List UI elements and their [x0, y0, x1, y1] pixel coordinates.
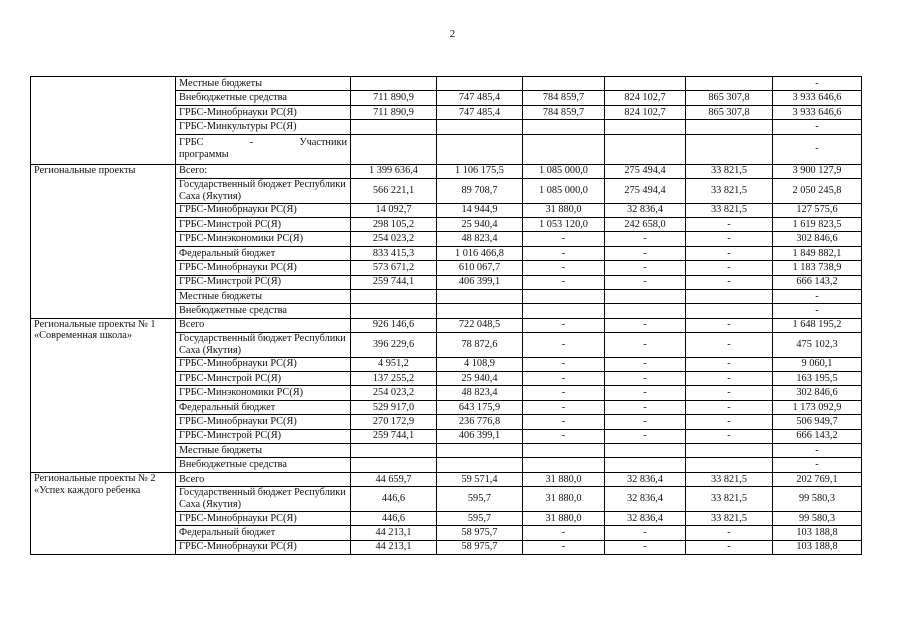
value-cell: 48 823,4 [437, 232, 523, 246]
value-cell: - [605, 400, 686, 414]
value-cell: 3 933 646,6 [773, 91, 862, 105]
value-cell [686, 134, 773, 164]
row-label: ГРБС-Минстрой РС(Я) [176, 275, 351, 289]
section-title: Региональные проекты № 2 «Успех каждого ребенка [31, 472, 176, 554]
value-cell [686, 289, 773, 303]
row-label: ГРБС-Минстрой РС(Я) [176, 372, 351, 386]
budget-table [30, 76, 862, 555]
page-number: 2 [449, 28, 456, 40]
value-cell: 1 085 000,0 [523, 164, 605, 178]
row-label: ГРБС-Минобрнауки РС(Я) [176, 203, 351, 217]
value-cell: 103 188,8 [773, 540, 862, 554]
value-cell: - [523, 415, 605, 429]
value-cell: - [686, 275, 773, 289]
value-cell: 89 708,7 [437, 178, 523, 203]
value-cell: - [605, 429, 686, 443]
value-cell [437, 444, 523, 458]
value-cell: 99 580,3 [773, 511, 862, 525]
value-cell: - [686, 400, 773, 414]
value-cell [523, 77, 605, 91]
value-cell [686, 304, 773, 318]
value-cell: 78 872,6 [437, 333, 523, 358]
table-row [31, 164, 862, 178]
value-cell: 711 890,9 [351, 91, 437, 105]
value-cell: 566 221,1 [351, 178, 437, 203]
value-cell [686, 458, 773, 472]
value-cell: 824 102,7 [605, 91, 686, 105]
value-cell: 163 195,5 [773, 372, 862, 386]
value-cell [686, 77, 773, 91]
value-cell: 9 060,1 [773, 357, 862, 371]
value-cell: 254 023,2 [351, 386, 437, 400]
value-cell: 595,7 [437, 511, 523, 525]
value-cell: 242 658,0 [605, 217, 686, 231]
value-cell: 33 821,5 [686, 511, 773, 525]
row-label: Местные бюджеты [176, 77, 351, 91]
row-label: ГРБС-Минобрнауки РС(Я) [176, 540, 351, 554]
value-cell: 747 485,4 [437, 105, 523, 119]
value-cell: 4 108,9 [437, 357, 523, 371]
row-label [176, 134, 351, 164]
value-cell: 824 102,7 [605, 105, 686, 119]
value-cell: 711 890,9 [351, 105, 437, 119]
value-cell [351, 77, 437, 91]
section-title: Региональные проекты [31, 164, 176, 318]
value-cell: - [523, 246, 605, 260]
value-cell [605, 444, 686, 458]
value-cell: - [686, 540, 773, 554]
value-cell: 33 821,5 [686, 164, 773, 178]
value-cell [523, 304, 605, 318]
value-cell: 25 940,4 [437, 217, 523, 231]
value-cell: - [523, 372, 605, 386]
value-cell: - [523, 400, 605, 414]
value-cell: 259 744,1 [351, 275, 437, 289]
value-cell: - [605, 357, 686, 371]
value-cell: 926 146,6 [351, 318, 437, 332]
value-cell: - [523, 386, 605, 400]
value-cell: - [686, 415, 773, 429]
value-cell [351, 134, 437, 164]
row-label: ГРБС-Минобрнауки РС(Я) [176, 261, 351, 275]
value-cell: 58 975,7 [437, 526, 523, 540]
value-cell: - [686, 357, 773, 371]
row-label: Государственный бюджет Республики Саха (Якутия) [176, 333, 351, 358]
table-row [31, 318, 862, 332]
value-cell: 446,6 [351, 487, 437, 512]
value-cell [523, 120, 605, 134]
value-cell: 446,6 [351, 511, 437, 525]
value-cell: 865 307,8 [686, 91, 773, 105]
value-cell: 4 951,2 [351, 357, 437, 371]
row-label: Внебюджетные средства [176, 458, 351, 472]
row-label: Внебюджетные средства [176, 304, 351, 318]
value-cell [605, 458, 686, 472]
budget-table-body [31, 77, 862, 555]
value-cell: 14 092,7 [351, 203, 437, 217]
value-cell: 1 849 882,1 [773, 246, 862, 260]
value-cell [437, 304, 523, 318]
row-label: Местные бюджеты [176, 444, 351, 458]
value-cell: - [686, 526, 773, 540]
row-label: ГРБС-Минэкономики РС(Я) [176, 232, 351, 246]
value-cell: 666 143,2 [773, 275, 862, 289]
value-cell: 406 399,1 [437, 429, 523, 443]
value-cell [523, 289, 605, 303]
value-cell: 302 846,6 [773, 232, 862, 246]
row-label: ГРБС-Минобрнауки РС(Я) [176, 105, 351, 119]
value-cell: 643 175,9 [437, 400, 523, 414]
row-label: ГРБС-Минобрнауки РС(Я) [176, 357, 351, 371]
value-cell: - [686, 318, 773, 332]
value-cell: - [523, 429, 605, 443]
row-label: Федеральный бюджет [176, 400, 351, 414]
value-cell: 506 949,7 [773, 415, 862, 429]
row-label: Государственный бюджет Республики Саха (Якутия) [176, 487, 351, 512]
value-cell: 275 494,4 [605, 164, 686, 178]
value-cell: - [605, 526, 686, 540]
value-cell: - [605, 246, 686, 260]
value-cell: 396 229,6 [351, 333, 437, 358]
value-cell: - [605, 540, 686, 554]
value-cell: 3 900 127,9 [773, 164, 862, 178]
row-label: Всего: [176, 164, 351, 178]
value-cell: - [523, 261, 605, 275]
value-cell: - [523, 526, 605, 540]
value-cell: - [605, 275, 686, 289]
value-cell: - [686, 429, 773, 443]
value-cell: - [686, 246, 773, 260]
value-cell: - [686, 372, 773, 386]
value-cell: 475 102,3 [773, 333, 862, 358]
value-cell: 610 067,7 [437, 261, 523, 275]
value-cell: 31 880,0 [523, 511, 605, 525]
value-cell: - [523, 275, 605, 289]
value-cell: 275 494,4 [605, 178, 686, 203]
value-cell [437, 120, 523, 134]
value-cell: 33 821,5 [686, 178, 773, 203]
value-cell: 33 821,5 [686, 487, 773, 512]
row-label: ГРБС-Минкультуры РС(Я) [176, 120, 351, 134]
value-cell: - [605, 232, 686, 246]
row-label: Местные бюджеты [176, 289, 351, 303]
value-cell: 1 016 466,8 [437, 246, 523, 260]
table-row [31, 472, 862, 486]
row-label: ГРБС-Минстрой РС(Я) [176, 429, 351, 443]
value-cell [351, 444, 437, 458]
value-cell [351, 458, 437, 472]
value-cell [351, 289, 437, 303]
value-cell: - [773, 444, 862, 458]
value-cell [523, 134, 605, 164]
value-cell [686, 444, 773, 458]
value-cell: 573 671,2 [351, 261, 437, 275]
value-cell: 33 821,5 [686, 472, 773, 486]
value-cell: - [523, 232, 605, 246]
value-cell: 31 880,0 [523, 472, 605, 486]
row-label: Федеральный бюджет [176, 526, 351, 540]
row-label: Федеральный бюджет [176, 246, 351, 260]
value-cell: 3 933 646,6 [773, 105, 862, 119]
value-cell: 2 050 245,8 [773, 178, 862, 203]
value-cell: 127 575,6 [773, 203, 862, 217]
value-cell: 254 023,2 [351, 232, 437, 246]
section-title: Региональные проекты № 1 «Современная школа» [31, 318, 176, 472]
row-label: Государственный бюджет Республики Саха (Якутия) [176, 178, 351, 203]
value-cell: 298 105,2 [351, 217, 437, 231]
value-cell [437, 289, 523, 303]
value-cell: - [605, 386, 686, 400]
row-label: ГРБС-Минэкономики РС(Я) [176, 386, 351, 400]
value-cell: 259 744,1 [351, 429, 437, 443]
value-cell: 137 255,2 [351, 372, 437, 386]
value-cell: 14 944,9 [437, 203, 523, 217]
value-cell: - [523, 333, 605, 358]
value-cell: 32 836,4 [605, 511, 686, 525]
value-cell [605, 77, 686, 91]
value-cell: 1 619 823,5 [773, 217, 862, 231]
value-cell: - [605, 415, 686, 429]
value-cell: 666 143,2 [773, 429, 862, 443]
section-title [31, 77, 176, 165]
value-cell: 865 307,8 [686, 105, 773, 119]
row-label: ГРБС-Минстрой РС(Я) [176, 217, 351, 231]
value-cell: 25 940,4 [437, 372, 523, 386]
value-cell [351, 304, 437, 318]
value-cell: - [605, 318, 686, 332]
value-cell [605, 304, 686, 318]
value-cell: 784 859,7 [523, 105, 605, 119]
value-cell: - [773, 134, 862, 164]
value-cell: - [773, 304, 862, 318]
value-cell [523, 458, 605, 472]
value-cell: - [686, 232, 773, 246]
value-cell: - [686, 386, 773, 400]
value-cell: 44 659,7 [351, 472, 437, 486]
value-cell [605, 120, 686, 134]
value-cell [437, 77, 523, 91]
value-cell: 33 821,5 [686, 203, 773, 217]
value-cell [686, 120, 773, 134]
value-cell: 529 917,0 [351, 400, 437, 414]
value-cell: 1 106 175,5 [437, 164, 523, 178]
value-cell: - [605, 261, 686, 275]
value-cell: 1 085 000,0 [523, 178, 605, 203]
value-cell: 59 571,4 [437, 472, 523, 486]
value-cell: 32 836,4 [605, 487, 686, 512]
value-cell: 406 399,1 [437, 275, 523, 289]
value-cell: 32 836,4 [605, 472, 686, 486]
value-cell: - [605, 333, 686, 358]
value-cell: 1 399 636,4 [351, 164, 437, 178]
value-cell: 833 415,3 [351, 246, 437, 260]
row-label: Внебюджетные средства [176, 91, 351, 105]
value-cell: 1 183 738,9 [773, 261, 862, 275]
table-row [31, 77, 862, 91]
value-cell: 1 173 092,9 [773, 400, 862, 414]
value-cell: 44 213,1 [351, 540, 437, 554]
value-cell: - [605, 372, 686, 386]
value-cell: - [686, 333, 773, 358]
value-cell [437, 458, 523, 472]
value-cell: 302 846,6 [773, 386, 862, 400]
value-cell: 747 485,4 [437, 91, 523, 105]
value-cell: 236 776,8 [437, 415, 523, 429]
value-cell: 31 880,0 [523, 203, 605, 217]
value-cell: 1 053 120,0 [523, 217, 605, 231]
row-label-line2: программы [179, 149, 229, 161]
value-cell: 270 172,9 [351, 415, 437, 429]
row-label: Всего [176, 318, 351, 332]
value-cell: 103 188,8 [773, 526, 862, 540]
value-cell: 784 859,7 [523, 91, 605, 105]
value-cell: - [523, 357, 605, 371]
value-cell: 31 880,0 [523, 487, 605, 512]
value-cell: - [686, 217, 773, 231]
value-cell: 722 048,5 [437, 318, 523, 332]
value-cell: - [686, 261, 773, 275]
value-cell [605, 134, 686, 164]
row-label-line1: ГРБС - Участники [179, 137, 347, 149]
value-cell: 99 580,3 [773, 487, 862, 512]
value-cell [523, 444, 605, 458]
value-cell: - [773, 77, 862, 91]
value-cell: 32 836,4 [605, 203, 686, 217]
row-label: ГРБС-Минобрнауки РС(Я) [176, 511, 351, 525]
value-cell [605, 289, 686, 303]
value-cell: - [773, 289, 862, 303]
value-cell [351, 120, 437, 134]
value-cell: - [523, 318, 605, 332]
value-cell [437, 134, 523, 164]
value-cell: - [773, 458, 862, 472]
value-cell: 58 975,7 [437, 540, 523, 554]
value-cell: 595,7 [437, 487, 523, 512]
row-label: ГРБС-Минобрнауки РС(Я) [176, 415, 351, 429]
row-label: Всего [176, 472, 351, 486]
value-cell: - [773, 120, 862, 134]
value-cell: - [523, 540, 605, 554]
value-cell: 202 769,1 [773, 472, 862, 486]
value-cell: 48 823,4 [437, 386, 523, 400]
value-cell: 1 648 195,2 [773, 318, 862, 332]
value-cell: 44 213,1 [351, 526, 437, 540]
